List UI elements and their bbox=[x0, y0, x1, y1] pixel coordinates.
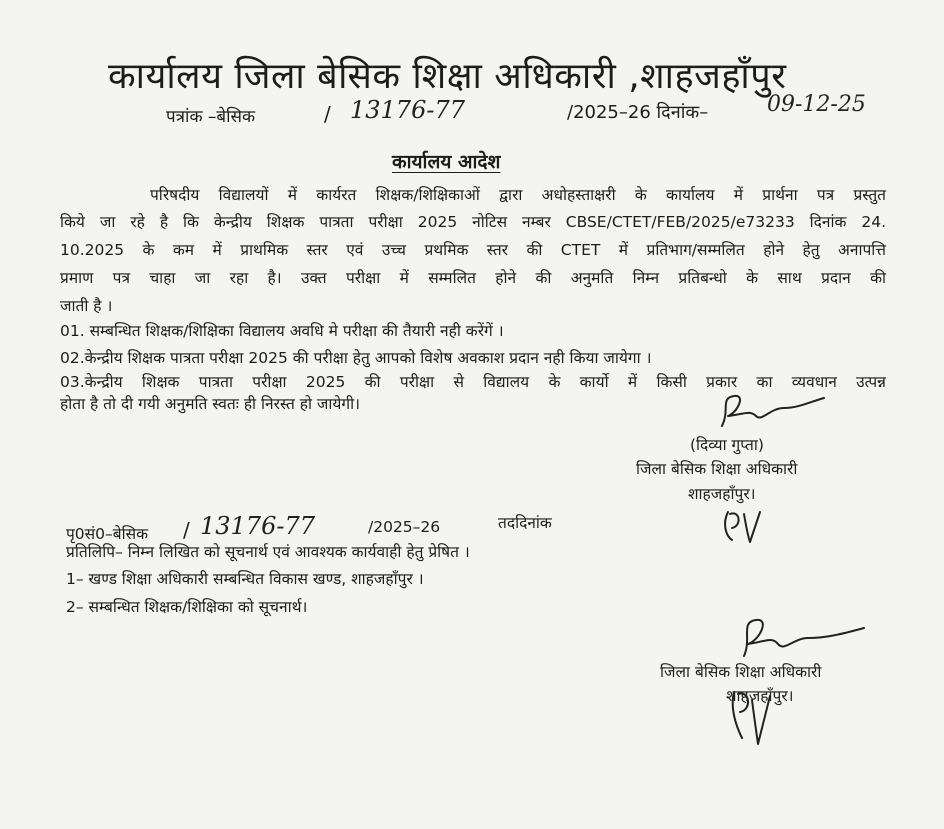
condition-item: 02.केन्द्रीय शिक्षक पात्रता परीक्षा 2025 की परीक्षा हेतु आपको विशेष अवकाश प्रदान नही किया जायेगा । bbox=[60, 349, 652, 367]
signatory-designation: जिला बेसिक शिक्षा अधिकारी bbox=[660, 663, 822, 681]
signatory-place: शाहजहाँपुर। bbox=[726, 687, 794, 705]
copy-ref-slash: / bbox=[183, 518, 190, 542]
signatory-designation: जिला बेसिक शिक्षा अधिकारी bbox=[636, 460, 798, 478]
initials bbox=[718, 502, 768, 548]
order-heading: कार्यालय आदेश bbox=[392, 151, 501, 173]
condition-item: 01. सम्बन्धित शिक्षक/शिक्षिका विद्यालय अवधि मे परीक्षा की तैयारी नही करेंगें । bbox=[60, 322, 504, 340]
initials bbox=[726, 680, 776, 750]
copy-recipient: 2– सम्बन्धित शिक्षक/शिक्षिका को सूचनार्थ। bbox=[66, 598, 308, 616]
officer-signature bbox=[700, 386, 830, 438]
copy-intro: प्रतिलिपि– निम्न लिखित को सूचनार्थ एवं आवश्यक कार्यवाही हेतु प्रेषित । bbox=[66, 543, 470, 561]
handwritten-date: 09-12-25 bbox=[767, 92, 866, 117]
condition-item: 03.केन्द्रीय शिक्षक पात्रता परीक्षा 2025 की परीक्षा से विद्यालय के कार्यो में किसी प्रकार का व्यवधान उत्पन्न bbox=[60, 373, 886, 391]
body-line: 10.2025 के कम में प्राथमिक स्तर एवं उच्च प्रथमिक स्तर की CTET में प्रतिभाग/सम्मलित होने हेतु अनापत्ति bbox=[60, 241, 886, 259]
copy-year: /2025–26 bbox=[368, 518, 441, 536]
ref-label: पत्रांक –बेसिक bbox=[166, 107, 256, 127]
copy-recipient: 1– खण्ड शिक्षा अधिकारी सम्बन्धित विकास खण्ड, शाहजहाँपुर । bbox=[66, 570, 424, 588]
year-and-date-label: /2025–26 दिनांक– bbox=[567, 102, 709, 123]
signatory-name: (दिव्या गुप्ता) bbox=[690, 436, 764, 454]
handwritten-ref-number: 13176-77 bbox=[350, 96, 465, 124]
body-line: परिषदीय विद्यालयों में कार्यरत शिक्षक/शिक्षिकाओं द्वारा अधोहस्ताक्षरी के कार्यालय में प्रार्थना पत्र प्रस्तुत bbox=[150, 186, 886, 204]
body-line: जाती है । bbox=[60, 297, 113, 315]
handwritten-copy-ref-number: 13176-77 bbox=[200, 512, 315, 540]
copy-ref-label: पृ0सं0–बेसिक bbox=[66, 525, 149, 543]
copy-date-text: तददिनांक bbox=[498, 514, 552, 532]
office-title: कार्यालय जिला बेसिक शिक्षा अधिकारी ,शाहजहाँपुर bbox=[108, 56, 787, 97]
signatory-place: शाहजहाँपुर। bbox=[688, 485, 756, 503]
ref-slash: / bbox=[324, 102, 331, 126]
condition-item: होता है तो दी गयी अनुमति स्वतः ही निरस्त हो जायेगी। bbox=[60, 395, 361, 413]
body-line: प्रमाण पत्र चाहा जा रहा है। उक्त परीक्षा में सम्मलित होने की अनुमति निम्न प्रतिबन्धो के साथ प्रदान की bbox=[60, 269, 886, 287]
body-line: किये जा रहे है कि केन्द्रीय शिक्षक पात्रता परीक्षा 2025 नोटिस नम्बर CBSE/CTET/FEB/2025/e73233 दिनांक 24. bbox=[60, 213, 886, 231]
